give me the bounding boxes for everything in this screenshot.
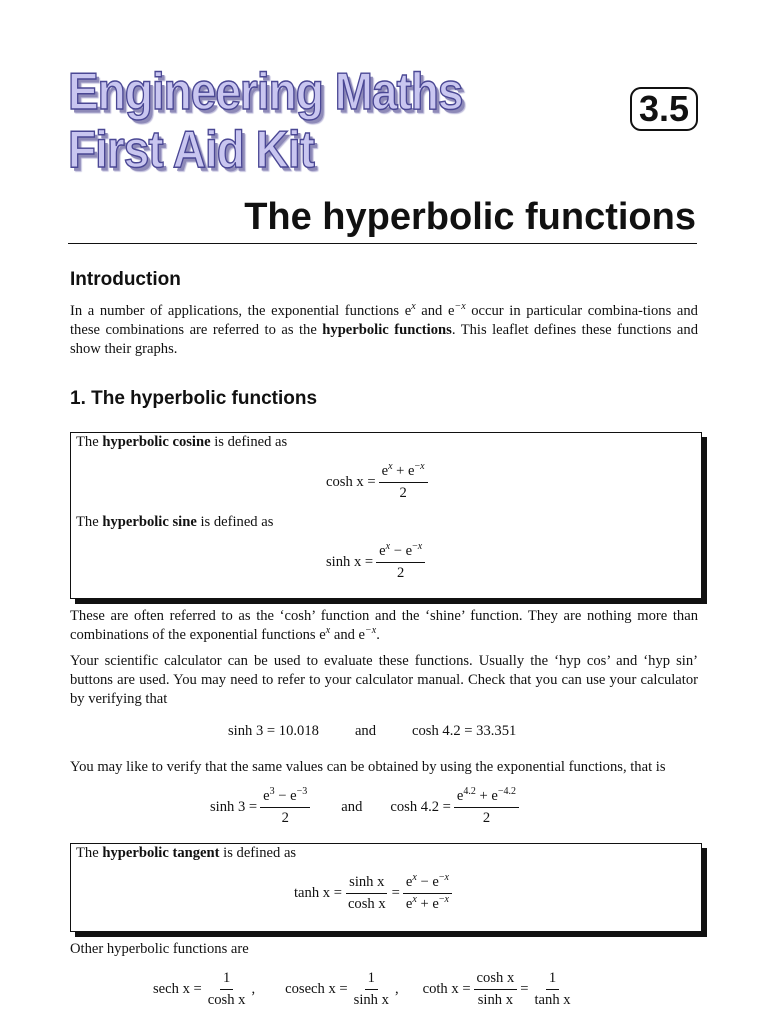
- definition-box-cosh-sinh: [70, 432, 702, 599]
- cosh-intro: The hyperbolic cosine is defined as: [76, 434, 288, 450]
- verify-paragraph: You may like to verify that the same values can be obtained by using the exponential functions, that is: [70, 759, 666, 775]
- definition-box-tanh: [70, 843, 702, 932]
- intro-heading: Introduction: [70, 269, 181, 290]
- cosh-numerator: $e^x + e^{-x}$: [379, 463, 428, 483]
- brand-line-2: First Aid Kit: [68, 120, 314, 179]
- cosh-equation: cosh x = $\frac{e^x + e^{-x}}{2}$: [326, 463, 431, 502]
- tanh-intro: The hyperbolic tangent is defined as: [76, 845, 297, 861]
- leaflet-number-badge: 3.5: [630, 87, 698, 131]
- verify1-numerator: $e^3 - e^{-3}$: [260, 788, 310, 808]
- brand-line-1: Engineering Maths: [68, 62, 463, 121]
- intro-paragraph: In a number of applications, the exponential functions $e^x$ and $e^{-x}$ occur in particular combina-tions and these combinations are referred to as the hyperbolic functions. This leaflet defines these functions and show their graphs.: [70, 301, 698, 357]
- calculator-check: sinh 3 = 10.018 and cosh 4.2 = 33.351: [228, 723, 517, 739]
- sinh-intro: The hyperbolic sine is defined as: [76, 514, 274, 530]
- other-functions-paragraph: Other hyperbolic functions are: [70, 941, 249, 957]
- verify2-numerator: $e^{4.2} + e^{-4.2}$: [454, 788, 519, 808]
- page-title: The hyperbolic functions: [244, 196, 696, 238]
- section-1-heading: 1. The hyperbolic functions: [70, 388, 318, 409]
- sinh-equation: sinh x = $\frac{e^x - e^{-x}}{2}$: [326, 543, 428, 582]
- title-divider: [68, 243, 697, 244]
- calculator-paragraph: Your scientific calculator can be used to evaluate these functions. Usually the ‘hyp cos’ and ‘hyp sin’ buttons are used. You may need to refer to your calculator manual. Check that you can use your calculator by verifying that: [70, 653, 698, 707]
- other-functions-equations: sech x = $\frac{1}{\text{cosh x}}$ , cosech x = $\frac{1}{\text{sinh x}}$ , coth x = $\frac{\text{cosh x}}{\text{sinh x}}$ = $\frac{1}{\text{tanh x}}$: [153, 970, 571, 1008]
- verify-equations: sinh 3 = $\frac{e^3 - e^{-3}}{2}$ and cosh 4.2 = $\frac{e^{4.2} + e^{-4.2}}{2}$: [210, 788, 522, 827]
- tanh-equation: tanh x = $\frac{\text{sinh x}}{\text{cosh x}}$ = $\frac{e^x - e^{-x}}{e^x + e^{-x}}$: [294, 874, 455, 913]
- tanh-frac2-numerator: $e^x - e^{-x}$: [403, 874, 452, 894]
- tanh-frac2-denominator: $e^x + e^{-x}$: [405, 894, 449, 912]
- cosh-shine-paragraph: These are often referred to as the ‘cosh’ function and the ‘shine’ function. They are nothing more than combinations of the exponential functions $e^x$ and $e^{-x}$.: [70, 608, 698, 643]
- sinh-numerator: $e^x - e^{-x}$: [376, 543, 425, 563]
